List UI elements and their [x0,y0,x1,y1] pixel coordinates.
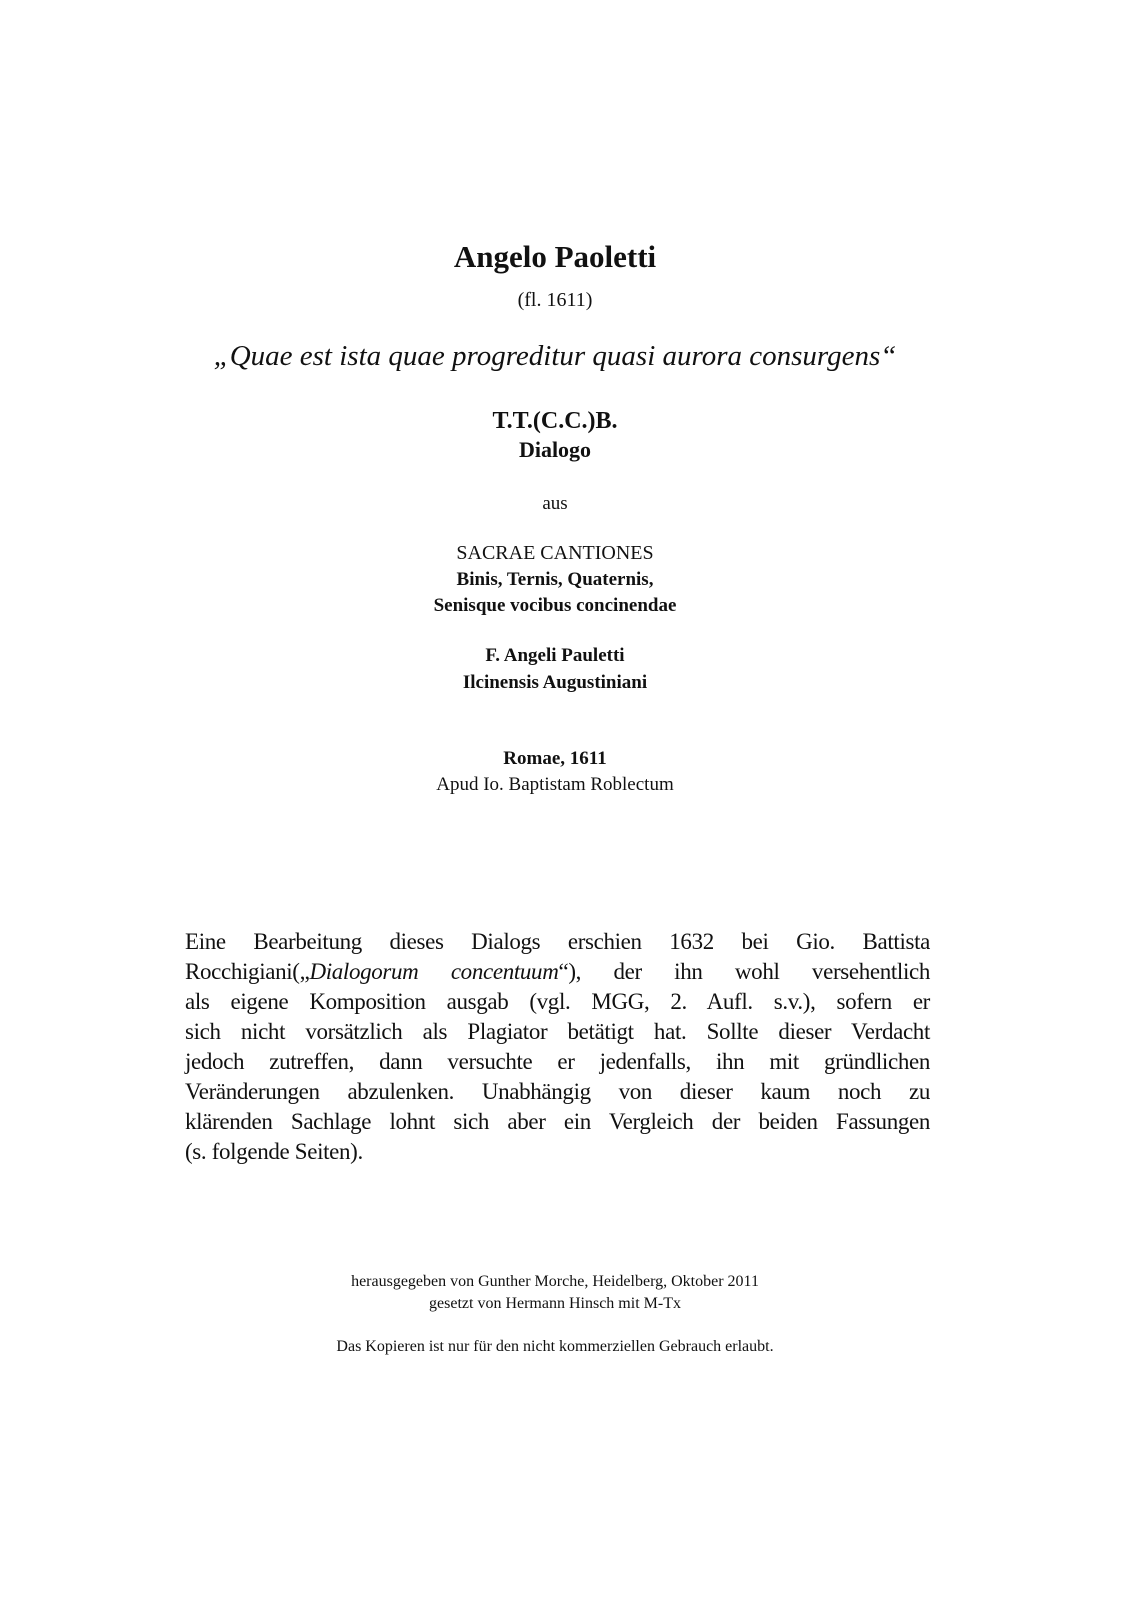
footer-editor: herausgegeben von Gunther Morche, Heidelberg, Oktober 2011 [351,1273,759,1290]
body-paragraph [185,927,930,1167]
paragraph-line: Veränderungen abzulenken. Unabhängig von dieser kaum noch zu [185,1079,930,1104]
cited-title: Dialogorum concentuum [309,959,559,984]
from-label: aus [542,493,568,514]
paragraph-text: Rocchigiani(„ [185,959,310,984]
paragraph-line: klärenden Sachlage lohnt sich aber ein Vergleich der beiden Fassungen [185,1109,930,1134]
source-printer: Apud Io. Baptistam Roblectum [436,774,674,795]
source-author-1: F. Angeli Pauletti [485,645,625,666]
paragraph-line: (s. folgende Seiten). [185,1139,363,1164]
paragraph-line: Eine Bearbeitung dieses Dialogs erschien 1632 bei Gio. Battista [185,929,930,954]
voicing: T.T.(C.C.)B. [492,408,618,434]
paragraph-line: jedoch zutreffen, dann versuchte er jedenfalls, ihn mit gründlichen [185,1049,930,1074]
composer-name: Angelo Paoletti [453,239,657,274]
source-place-year: Romae, 1611 [503,748,607,769]
paragraph-line: sich nicht vorsätzlich als Plagiator betätigt hat. Sollte dieser Verdacht [185,1019,930,1044]
paragraph-text: “), der ihn wohl versehentlich [558,959,930,984]
paragraph-line: als eigene Komposition ausgab (vgl. MGG, 2. Aufl. s.v.), sofern er [185,989,930,1014]
composer-dates: (fl. 1611) [517,289,593,311]
source-title: SACRAE CANTIONES [456,542,654,564]
source-author-2: Ilcinensis Augustiniani [462,672,648,693]
genre: Dialogo [518,437,592,462]
footer-typesetter: gesetzt von Hermann Hinsch mit M-Tx [429,1295,681,1312]
paragraph-line [185,957,930,987]
source-subtitle-1: Binis, Ternis, Quaternis, [456,569,654,590]
work-title: „Quae est ista quae progreditur quasi aurora consurgens“ [213,340,897,372]
footer-license: Das Kopieren ist nur für den nicht kommerziellen Gebrauch erlaubt. [336,1338,774,1355]
source-subtitle-2: Senisque vocibus concinendae [433,595,677,616]
